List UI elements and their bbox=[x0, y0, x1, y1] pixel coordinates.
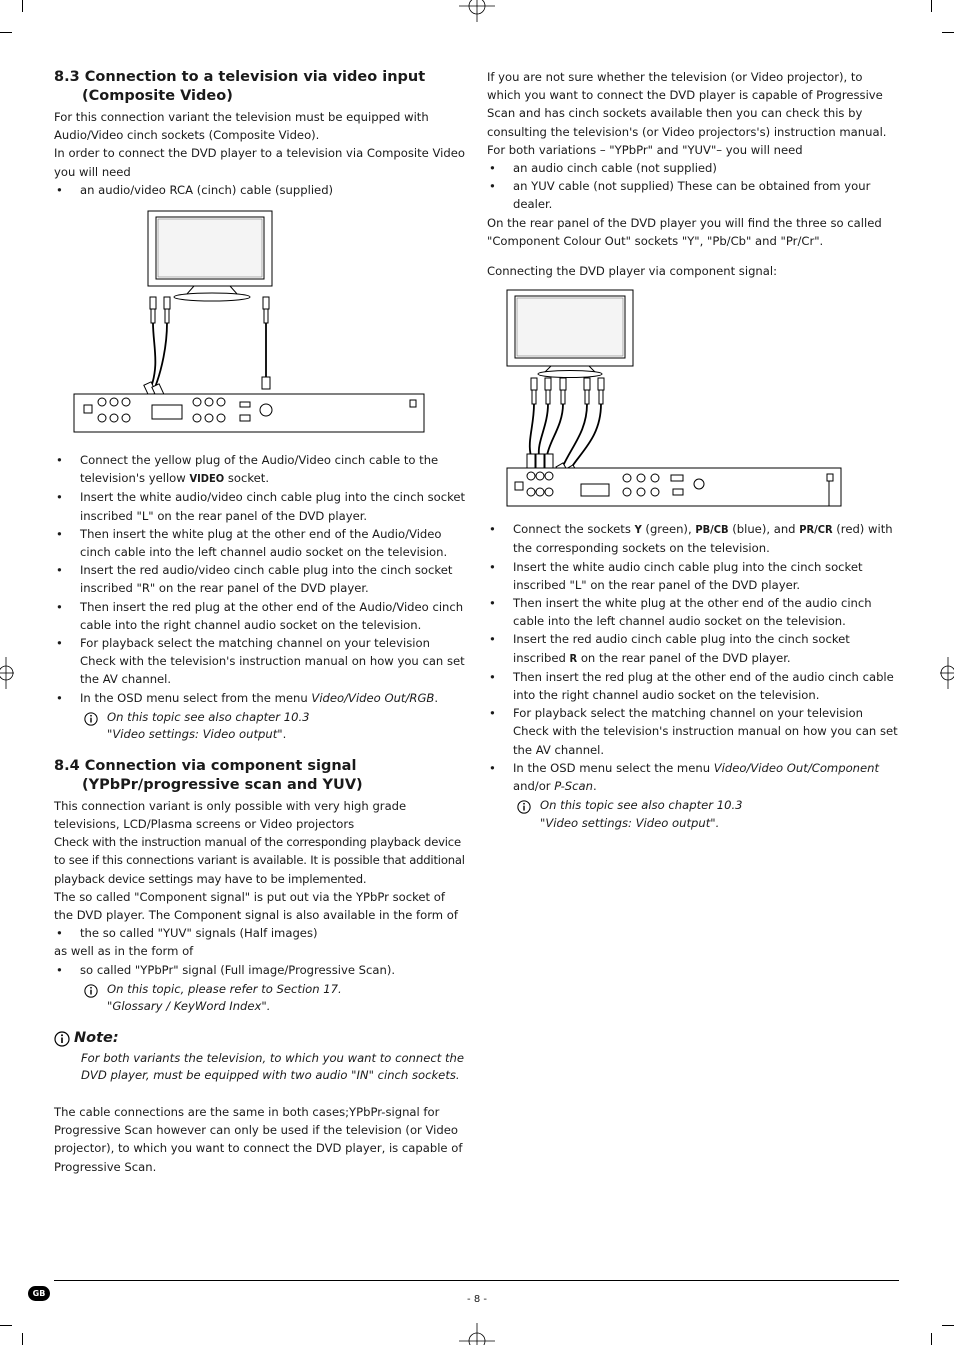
info-icon bbox=[84, 712, 98, 726]
list-item: • Then insert the white plug at the other end of the audio cinch cable into the left channel audio socket on the television. bbox=[487, 594, 899, 630]
info-note: On this topic see also chapter 10.3 "Video settings: Video output". bbox=[54, 709, 466, 744]
paragraph: as well as in the form of bbox=[54, 944, 194, 959]
bullet-list bbox=[54, 924, 466, 942]
list-item: • In the OSD menu select the menu Video/Video Out/Component and/or P-Scan. bbox=[487, 759, 899, 795]
paragraph: The cable connections are the same in both cases;YPbPr-signal for Progressive Scan however can only be used if the television (or Video projector), to which you want to connect the DVD player, is capable of Progressive Scan. bbox=[54, 1104, 463, 1174]
list-item: • Insert the red audio/video cinch cable plug into the cinch socket inscribed "R" on the rear panel of the DVD player. bbox=[54, 561, 466, 597]
crop-mark bbox=[22, 1333, 23, 1345]
bullet-list bbox=[487, 159, 899, 214]
list-item: • In the OSD menu select from the menu Video/Video Out/RGB. bbox=[54, 689, 466, 707]
crop-mark bbox=[931, 0, 932, 12]
footer-rule bbox=[54, 1280, 899, 1281]
note-heading: Note: bbox=[54, 1030, 466, 1046]
section-8-4-heading: 8.4 Connection via component signal (YPbPr/progressive scan and YUV) bbox=[54, 757, 363, 793]
crop-mark bbox=[942, 32, 954, 33]
bullet-list bbox=[54, 961, 466, 979]
info-icon bbox=[54, 1031, 70, 1047]
info-icon bbox=[517, 800, 531, 814]
crop-mark bbox=[942, 1325, 954, 1326]
bullet-list bbox=[487, 520, 899, 795]
subheading: Connecting the DVD player via component signal: bbox=[487, 264, 778, 279]
dvd-rear-panel bbox=[507, 468, 841, 506]
tv-illustration bbox=[148, 211, 272, 301]
note-body: For both variants the television, to which you want to connect the DVD player, must be equipped with two audio "IN" cinch sockets. bbox=[81, 1050, 465, 1083]
list-item: • an audio cinch cable (not supplied) bbox=[487, 159, 899, 177]
paragraph: If you are not sure whether the television (or Video projector), to which you want to connect the DVD player is capable of Progressive Scan and has cinch sockets available then you can check this by consulting the television's (or Video projectors's) instruction manual. bbox=[487, 70, 887, 139]
section-8-3-heading: 8.3 Connection to a television via video input (Composite Video) bbox=[54, 69, 426, 104]
info-note: On this topic see also chapter 10.3 "Video settings: Video output". bbox=[487, 797, 899, 832]
crop-mark bbox=[0, 1325, 12, 1326]
paragraph: For this connection variant the television must be equipped with Audio/Video cinch sockets (Composite Video). bbox=[54, 110, 429, 143]
paragraph: The so called "Component signal" is put out via the YPbPr socket of the DVD player. The Component signal is also available in the form of bbox=[54, 889, 458, 923]
right-column bbox=[487, 68, 899, 832]
list-item: • Insert the red audio cinch cable plug into the cinch socket inscribed R on the rear panel of the DVD player. bbox=[487, 630, 899, 667]
list-item: • an audio/video RCA (cinch) cable (supplied) bbox=[54, 181, 466, 199]
crop-mark bbox=[0, 32, 12, 33]
paragraph: Check with the instruction manual of the corresponding playback device to see if this connections variant is available. It is possible that additional playback device settings may have to be implemented. bbox=[54, 835, 465, 886]
bullet-list bbox=[54, 181, 466, 199]
list-item: • the so called "YUV" signals (Half images) bbox=[54, 924, 466, 942]
list-item: • Then insert the red plug at the other end of the Audio/Video cinch cable into the right channel audio socket on the television. bbox=[54, 598, 466, 634]
crop-mark bbox=[931, 1333, 932, 1345]
info-icon bbox=[84, 984, 98, 998]
registration-mark-right bbox=[940, 651, 954, 695]
cables bbox=[150, 323, 266, 390]
list-item: • Then insert the red plug at the other end of the audio cinch cable into the right channel audio socket on the television. bbox=[487, 668, 899, 704]
component-connection-diagram bbox=[487, 286, 899, 514]
paragraph: On the rear panel of the DVD player you will find the three so called "Component Colour Out" sockets "Y", "Pb/Cb" and "Pr/Cr". bbox=[487, 215, 882, 248]
list-item: • Connect the yellow plug of the Audio/Video cinch cable to the television's yellow VIDEO socket. bbox=[54, 451, 466, 488]
registration-mark-bottom bbox=[455, 1323, 499, 1345]
list-item: • Insert the white audio/video cinch cable plug into the cinch socket inscribed "L" on the rear panel of the DVD player. bbox=[54, 488, 466, 524]
list-item: • Then insert the white plug at the other end of the Audio/Video cinch cable into the left channel audio socket on the television. bbox=[54, 525, 466, 561]
dvd-rear-panel bbox=[74, 394, 424, 432]
list-item: • Insert the white audio cinch cable plug into the cinch socket inscribed "L" on the rear panel of the DVD player. bbox=[487, 558, 899, 594]
tv-illustration bbox=[507, 290, 633, 378]
composite-connection-diagram bbox=[54, 205, 466, 445]
registration-mark-top bbox=[455, 0, 499, 22]
page-number: - 8 - bbox=[467, 1294, 487, 1305]
paragraph: This connection variant is only possible with very high grade televisions, LCD/Plasma screens or Video projectors bbox=[54, 798, 407, 832]
paragraph: In order to connect the DVD player to a television via Composite Video you will need bbox=[54, 146, 465, 179]
registration-mark-left bbox=[0, 651, 14, 695]
list-item: • so called "YPbPr" signal (Full image/Progressive Scan). bbox=[54, 961, 466, 979]
list-item: • an YUV cable (not supplied) These can be obtained from your dealer. bbox=[487, 177, 899, 213]
cable-plugs-tv bbox=[531, 378, 604, 404]
bullet-list bbox=[54, 451, 466, 707]
paragraph: For both variations – "YPbPr" and "YUV"– you will need bbox=[487, 142, 803, 157]
list-item: • For playback select the matching channel on your television Check with the television's instruction manual on how you can set the AV channel. bbox=[54, 634, 466, 689]
left-column bbox=[54, 68, 466, 1176]
language-badge: GB bbox=[28, 1286, 50, 1301]
list-item: • For playback select the matching channel on your television Check with the television's instruction manual on how you can set the AV channel. bbox=[487, 704, 899, 759]
info-note: On this topic, please refer to Section 17. "Glossary / KeyWord Index". bbox=[54, 981, 466, 1016]
list-item: • Connect the sockets Y (green), PB/CB (blue), and PR/CR (red) with the corresponding sockets on the television. bbox=[487, 520, 899, 557]
crop-mark bbox=[22, 0, 23, 12]
